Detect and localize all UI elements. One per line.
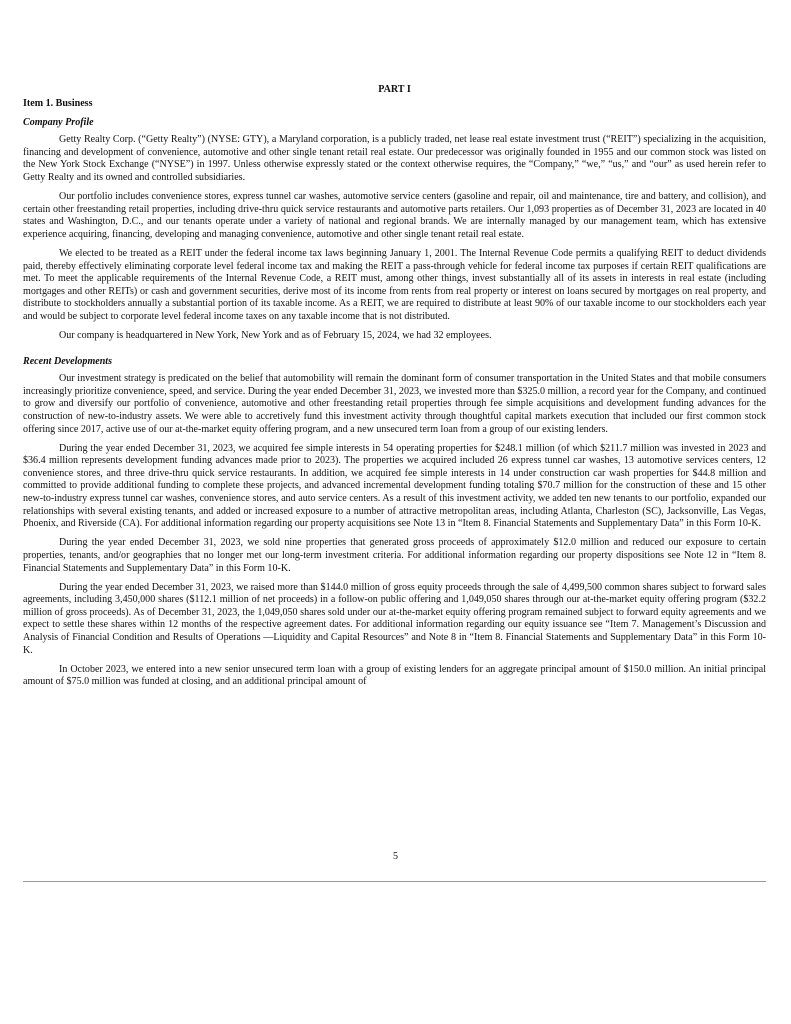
document-page bbox=[23, 84, 766, 695]
paragraph: During the year ended December 31, 2023, we sold nine properties that generated gross proceeds of approximately $12.0 million and reduced our exposure to certain properties, tenants, and/or geographies that no longer met our long-term investment criteria. For additional information regarding our property dispositions see Note 12 in “Item 8. Financial Statements and Supplementary Data” in this Form 10-K. bbox=[23, 537, 766, 574]
paragraph: We elected to be treated as a REIT under the federal income tax laws beginning January 1, 2001. The Internal Revenue Code permits a qualifying REIT to deduct dividends paid, thereby effectively eliminating corporate level federal income tax and making the REIT a pass-through vehicle for federal income tax purposes if certain REIT qualifications are met. To meet the applicable requirements of the Internal Revenue Code, a REIT must, among other things, invest substantially all of its assets in interests in real estate (including mortgages and other REITs) or cash and government securities, derive most of its income from rents from real property or interest on loans secured by mortgages on real property, and distribute to stockholders annually a substantial portion of its taxable income. As a REIT, we are required to distribute at least 90% of our taxable income to our stockholders each year and would be subject to corporate level federal income taxes on any taxable income that is not distributed. bbox=[23, 247, 766, 322]
paragraph: In October 2023, we entered into a new senior unsecured term loan with a group of existing lenders for an aggregate principal amount of $150.0 million. An initial principal amount of $75.0 million was funded at closing, and an additional principal amount of bbox=[23, 663, 766, 688]
page-divider bbox=[23, 881, 766, 882]
item-title: Item 1. Business bbox=[23, 98, 93, 109]
section-heading-recent-developments: Recent Developments bbox=[23, 355, 113, 367]
paragraph: During the year ended December 31, 2023, we acquired fee simple interests in 54 operating properties for $248.1 million (of which $211.7 million was invested in 2023 and $36.4 million represents development funding advances made prior to 2023). The properties we acquired included 26 express tunnel car washes, 13 automotive services centers, 12 convenience stores, and three drive-thru quick service restaurants. In addition, we acquired fee simple interests in 14 under construction car wash properties for $44.8 million and committed to provide additional funding to complete these projects, and advanced incremental development funding totaling $70.7 million for the construction of these and 15 other new-to-industry express tunnel car washes, convenience stores, and auto service centers. As a result of this investment activity, we added ten new tenants to our portfolio, expanded our relationships with several existing tenants, and added or increased exposure to a number of attractive metropolitan areas, including Atlanta, Charleston (SC), Jacksonville, Las Vegas, Phoenix, and Riverside (CA). For additional information regarding our property acquisitions see Note 13 in “Item 8. Financial Statements and Supplementary Data” in this Form 10-K. bbox=[23, 442, 766, 530]
paragraph: Getty Realty Corp. (“Getty Realty”) (NYSE: GTY), a Maryland corporation, is a publicly traded, net lease real estate investment trust (“REIT”) specializing in the acquisition, financing and development of convenience, automotive and other single tenant retail real estate. Our predecessor was originally founded in 1955 and our common stock was listed on the New York Stock Exchange (“NYSE”) in 1997. Unless otherwise expressly stated or the context otherwise requires, the “Company,” “we,” “us,” and “our” as used herein refer to Getty Realty and its owned and controlled subsidiaries. bbox=[23, 134, 766, 183]
paragraph: During the year ended December 31, 2023, we raised more than $144.0 million of gross equity proceeds through the sale of 4,499,500 common shares subject to forward sales agreements, including 3,450,000 shares ($112.1 million of net proceeds) in a follow-on public offering and 1,049,050 shares through our at-the-market equity offering program ($32.2 million of gross proceeds). As of December 31, 2023, the 1,049,050 shares sold under our at-the-market equity offering program remained subject to forward equity agreements and we expect to settle these shares within 12 months of the respective agreement dates. For additional information regarding our equity issuance see “Item 7. Management’s Discussion and Analysis of Financial Condition and Results of Operations —Liquidity and Capital Resources” and Note 8 in “Item 8. Financial Statements and Supplementary Data” in this Form 10-K. bbox=[23, 581, 766, 656]
paragraph: Our portfolio includes convenience stores, express tunnel car washes, automotive service centers (gasoline and repair, oil and maintenance, tire and battery, and collision), and certain other freestanding retail properties, including drive-thru quick service restaurants and automotive parts retailers. Our 1,093 properties as of December 31, 2023 are located in 40 states and Washington, D.C., and our tenants operate under a variety of national and regional brands. We are internally managed by our management team, which has extensive experience acquiring, financing, developing and managing convenience, automotive and other single tenant retail real estate. bbox=[23, 191, 766, 240]
paragraph: Our company is headquartered in New York, New York and as of February 15, 2024, we had 32 employees. bbox=[59, 330, 492, 341]
page-number: 5 bbox=[393, 851, 398, 862]
section-heading-company-profile: Company Profile bbox=[23, 116, 94, 128]
part-title: PART I bbox=[378, 84, 411, 95]
paragraph: Our investment strategy is predicated on the belief that automobility will remain the dominant form of consumer transportation in the United States and that mobile consumers increasingly prioritize convenience, speed, and service. During the year ended December 31, 2023, we invested more than $325.0 million, a record year for the Company, and continued to grow and diversify our portfolio of convenience, automotive and other freestanding retail properties through fee simple acquisitions and development funding advances for the construction of new-to-industry assets. We were able to accretively fund this investment activity through thoughtful capital markets execution that included our first common stock offering since 2017, active use of our at-the-market equity offering program, and a new unsecured term loan from a group of our existing lenders. bbox=[23, 373, 766, 435]
